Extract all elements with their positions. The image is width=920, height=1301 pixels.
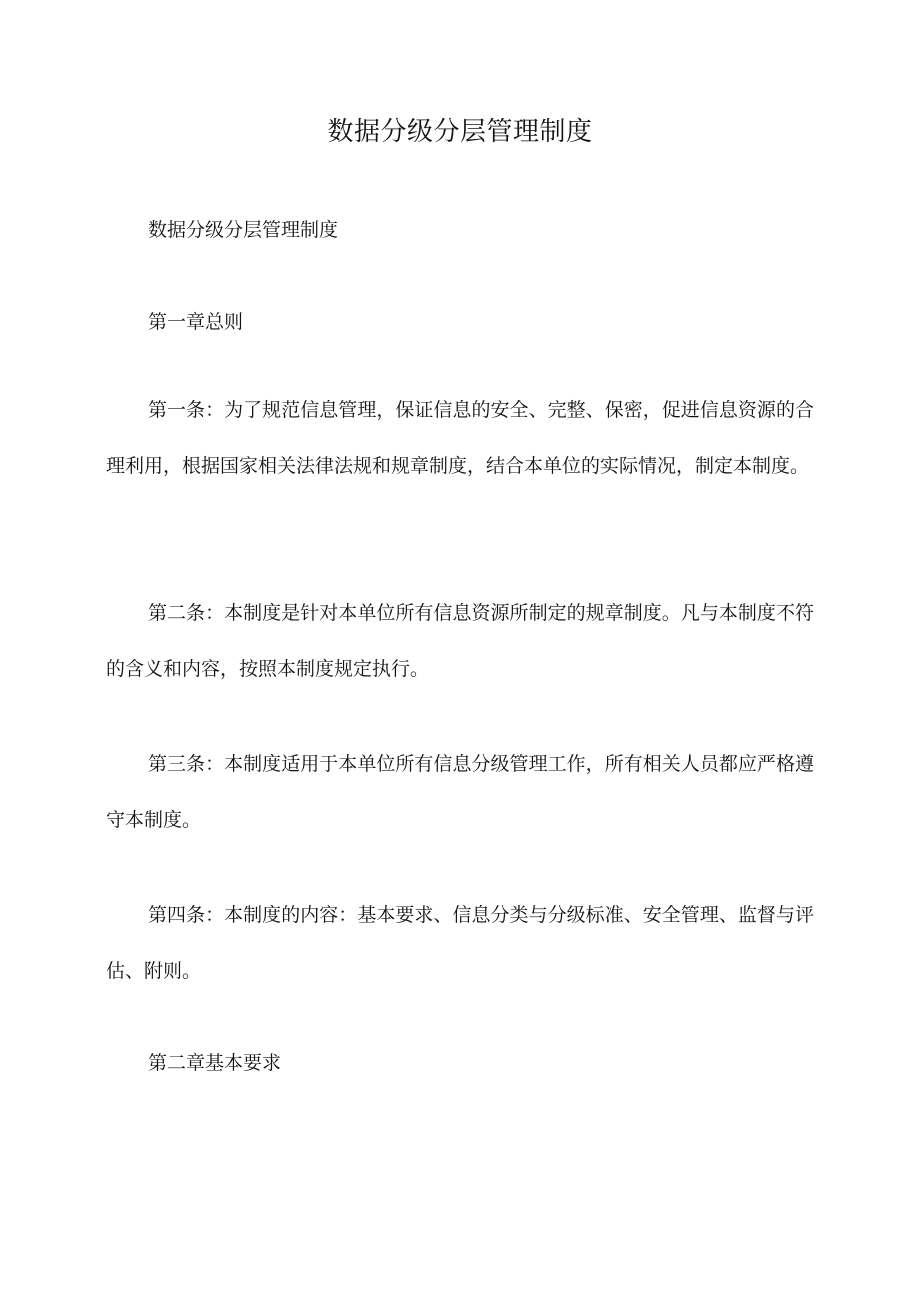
chapter-heading-2: 第二章基本要求 — [148, 1052, 282, 1074]
article-2: 第二条：本制度是针对本单位所有信息资源所制定的规章制度。凡与本制度不符的含义和内容，按照本制度规定执行。 — [106, 602, 814, 680]
article-3: 第三条：本制度适用于本单位所有信息分级管理工作，所有相关人员都应严格遵守本制度。 — [106, 753, 814, 831]
document-subtitle: 数据分级分层管理制度 — [148, 219, 339, 241]
article-1: 第一条：为了规范信息管理，保证信息的安全、完整、保密，促进信息资源的合理利用，根据国家相关法律法规和规章制度，结合本单位的实际情况，制定本制度。 — [106, 399, 814, 477]
chapter-heading-1: 第一章总则 — [148, 311, 244, 333]
document-title: 数据分级分层管理制度 — [327, 117, 593, 147]
article-4: 第四条：本制度的内容：基本要求、信息分类与分级标准、安全管理、监督与评估、附则。 — [106, 904, 814, 982]
